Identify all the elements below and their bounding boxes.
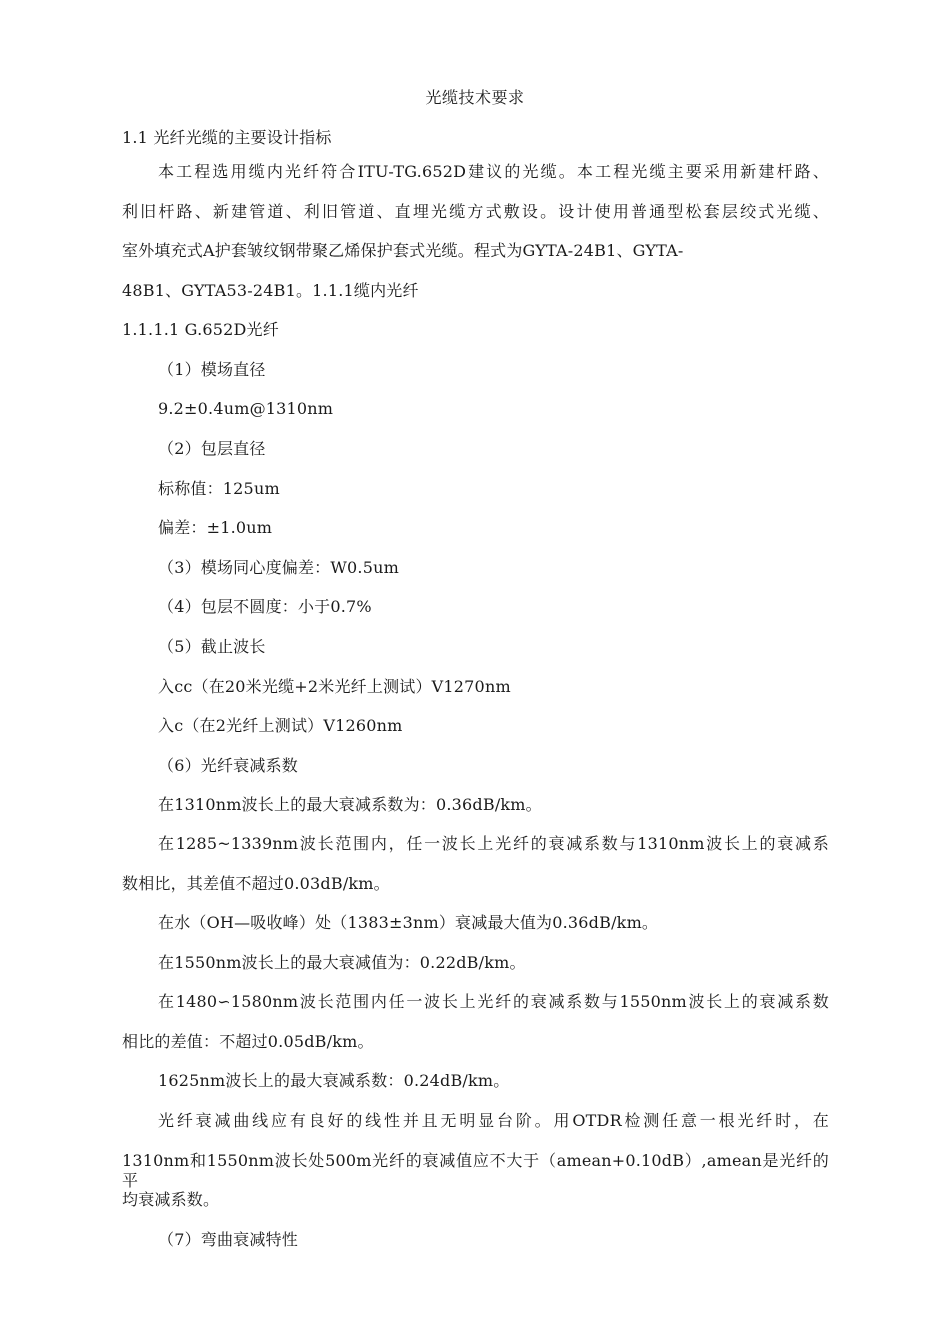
list-item: （6）光纤衰减系数 xyxy=(158,756,298,775)
paragraph-line: 室外填充式A护套皱纹钢带聚乙烯保护套式光缆。程式为GYTA-24B1、GYTA- xyxy=(122,241,684,260)
paragraph-line: 偏差：±1.0um xyxy=(158,518,273,537)
list-item: （2）包层直径 xyxy=(158,439,266,458)
paragraph-line: 48B1、GYTA53-24B1。1.1.1缆内光纤 xyxy=(122,281,419,300)
paragraph-line: 均衰减系数。 xyxy=(122,1190,220,1209)
paragraph-line: 在1550nm波长上的最大衰减值为：0.22dB/km。 xyxy=(158,953,526,972)
list-item: （5）截止波长 xyxy=(158,637,266,656)
paragraph-line: 入cc（在20米光缆+2米光纤上测试）V1270nm xyxy=(158,677,511,696)
paragraph-line: 入c（在2光纤上测试）V1260nm xyxy=(158,716,403,735)
paragraph-line: 标称值：125um xyxy=(158,479,280,498)
paragraph-line: 在1480∽1580nm波长范围内任一波长上光纤的衰减系数与1550nm波长上的衰减系数 xyxy=(158,992,829,1011)
paragraph-line: 数相比，其差值不超过0.03dB/km。 xyxy=(122,874,390,893)
paragraph-line: 相比的差值：不超过0.05dB/km。 xyxy=(122,1032,374,1051)
subsection-heading: 1.1.1.1 G.652D光纤 xyxy=(122,320,279,339)
paragraph-line: 在水（OH—吸收峰）处（1383±3nm）衰减最大值为0.36dB/km。 xyxy=(158,913,659,932)
paragraph-line: 光纤衰减曲线应有良好的线性并且无明显台阶。用OTDR检测任意一根光纤时，在 xyxy=(158,1111,829,1130)
paragraph-line: 1310nm和1550nm波长处500m光纤的衰减值应不大于（amean+0.10dB）,amean是光纤的平 xyxy=(122,1151,829,1190)
document-title: 光缆技术要求 xyxy=(425,88,525,107)
list-item: （4）包层不圆度：小于0.7% xyxy=(158,597,372,616)
paragraph-line: 9.2±0.4um@1310nm xyxy=(158,399,334,418)
list-item: （1）模场直径 xyxy=(158,360,266,379)
paragraph-line: 本工程选用缆内光纤符合ITU-TG.652D建议的光缆。本工程光缆主要采用新建杆路、 xyxy=(158,162,829,181)
paragraph-line: 1625nm波长上的最大衰减系数：0.24dB/km。 xyxy=(158,1071,510,1090)
list-item: （7）弯曲衰减特性 xyxy=(158,1230,298,1249)
section-heading: 1.1 光纤光缆的主要设计指标 xyxy=(122,128,332,147)
paragraph-line: 利旧杆路、新建管道、利旧管道、直埋光缆方式敷设。设计使用普通型松套层绞式光缆、 xyxy=(122,202,829,221)
paragraph-line: 在1310nm波长上的最大衰减系数为：0.36dB/km。 xyxy=(158,795,542,814)
list-item: （3）模场同心度偏差：W0.5um xyxy=(158,558,399,577)
paragraph-line: 在1285~1339nm波长范围内，任一波长上光纤的衰减系数与1310nm波长上的衰减系 xyxy=(158,834,829,853)
